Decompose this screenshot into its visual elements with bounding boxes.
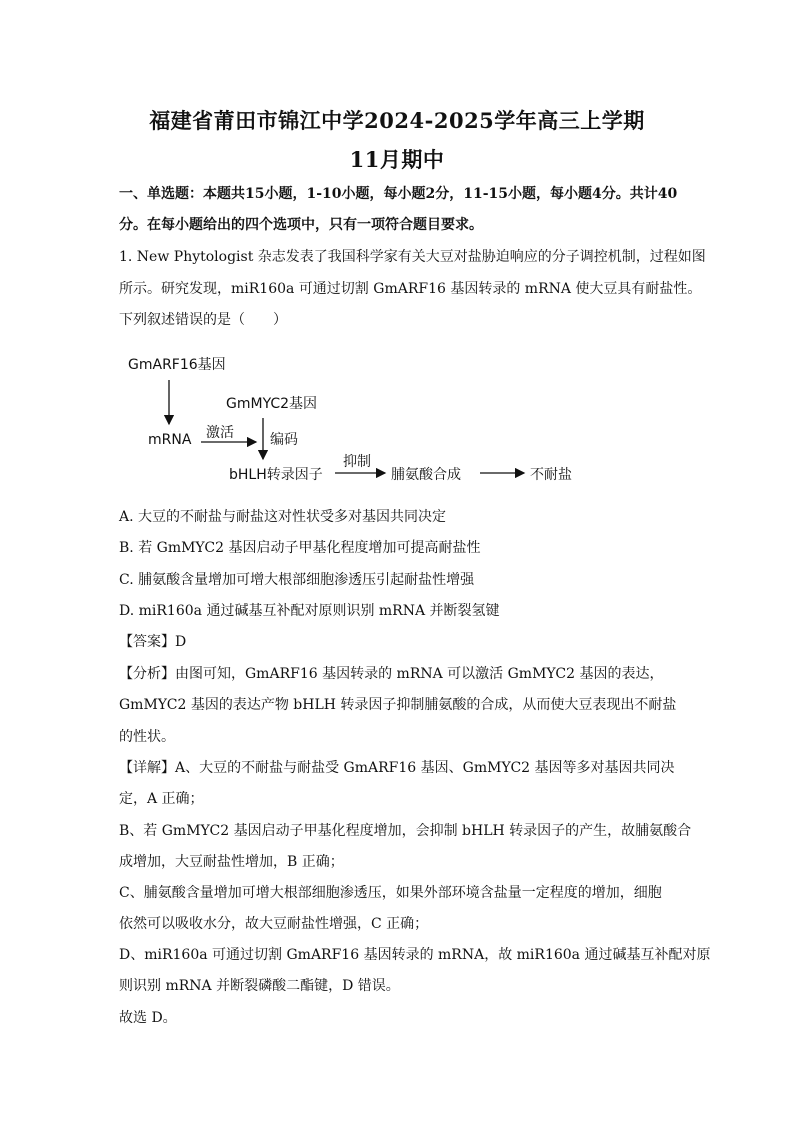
diagram-label-encode: 编码 [270, 432, 298, 448]
detail-line7: D、miR160a 可通过切割 GmARF16 基因转录的 mRNA，故 miR160a 通过碱基互补配对原 [119, 947, 711, 963]
diagram-proline-synthesis: 脯氨酸合成 [391, 467, 461, 483]
analysis-line1: 【分析】由图可知，GmARF16 基因转录的 mRNA 可以激活 GmMYC2 基因的表达， [119, 666, 664, 682]
document-title-line2: 11月期中 [349, 147, 445, 172]
diagram-label-activate: 激活 [206, 425, 234, 441]
answer: 【答案】D [119, 634, 187, 650]
option-d: D. miR160a 通过碱基互补配对原则识别 mRNA 并断裂氢键 [119, 603, 500, 619]
section-instruction-line1: 一、单选题：本题共15小题，1-10小题，每小题2分，11-15小题，每小题4分。共计40 [119, 186, 678, 202]
diagram-bhlh-tf: bHLH转录因子 [229, 467, 323, 483]
option-c: C. 脯氨酸含量增加可增大根部细胞渗透压引起耐盐性增强 [119, 572, 475, 588]
option-b: B. 若 GmMYC2 基因启动子甲基化程度增加可提高耐盐性 [119, 540, 481, 556]
option-a: A. 大豆的不耐盐与耐盐这对性状受多对基因共同决定 [119, 509, 447, 525]
analysis-line3: 的性状。 [119, 729, 175, 745]
diagram-mrna: mRNA [148, 432, 192, 448]
detail-line8: 则识别 mRNA 并断裂磷酸二酯键，D 错误。 [119, 978, 400, 994]
diagram-gene-gmmyc2: GmMYC2基因 [226, 396, 318, 412]
detail-line6: 依然可以吸收水分，故大豆耐盐性增强，C 正确； [119, 916, 429, 932]
detail-line1: 【详解】A、大豆的不耐盐与耐盐受 GmARF16 基因、GmMYC2 基因等多对基因共同决 [119, 760, 675, 776]
document-title-line1: 福建省莆田市锦江中学2024-2025学年高三上学期 [149, 108, 645, 133]
detail-line5: C、脯氨酸含量增加可增大根部细胞渗透压，如果外部环境含盐量一定程度的增加，细胞 [119, 885, 662, 901]
analysis-line2: GmMYC2 基因的表达产物 bHLH 转录因子抑制脯氨酸的合成，从而使大豆表现出不耐盐 [119, 697, 677, 713]
detail-line3: B、若 GmMYC2 基因启动子甲基化程度增加，会抑制 bHLH 转录因子的产生，故脯氨酸合 [119, 823, 692, 839]
section-instruction-line2: 分。在每小题给出的四个选项中，只有一项符合题目要求。 [119, 217, 483, 233]
question-stem-line3: 下列叙述错误的是（ ） [119, 312, 287, 328]
diagram-result-salt-sensitive: 不耐盐 [530, 467, 572, 483]
question-stem-line2: 所示。研究发现，miR160a 可通过切割 GmARF16 基因转录的 mRNA 使大豆具有耐盐性。 [119, 281, 702, 297]
question-stem-line1: 1. New Phytologist 杂志发表了我国科学家有关大豆对盐胁迫响应的分子调控机制，过程如图 [119, 249, 706, 265]
diagram-gene-gmarf16: GmARF16基因 [128, 357, 226, 373]
detail-line2: 定，A 正确； [119, 791, 204, 807]
detail-conclusion: 故选 D。 [119, 1010, 177, 1026]
diagram-label-inhibit: 抑制 [343, 454, 371, 470]
detail-line4: 成增加，大豆耐盐性增加，B 正确； [119, 854, 344, 870]
